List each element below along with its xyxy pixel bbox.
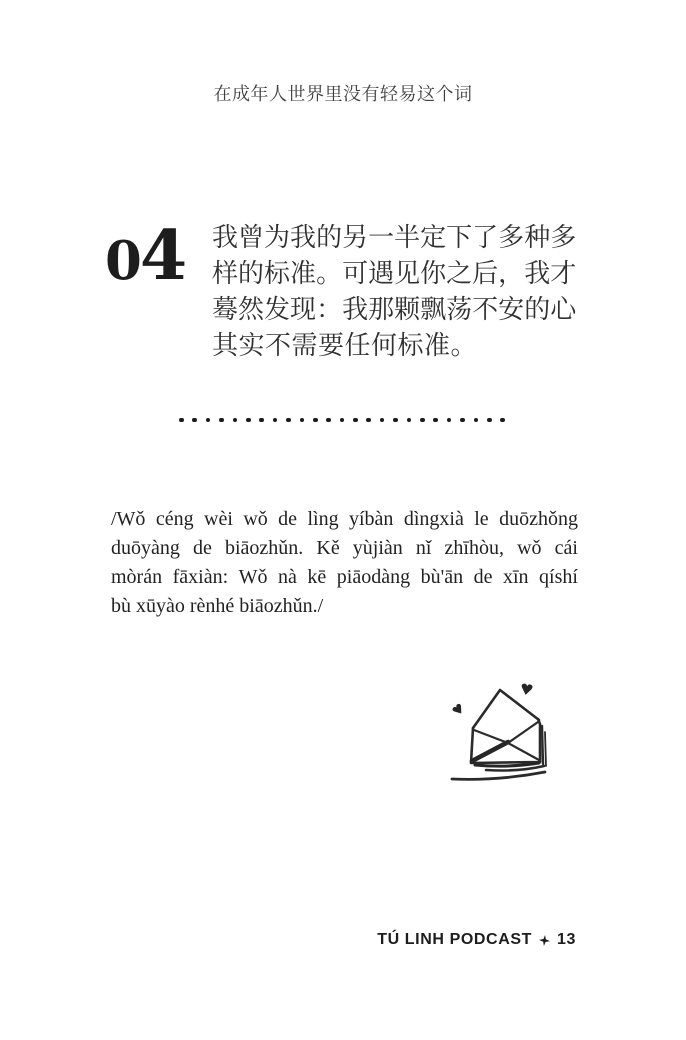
- chinese-quote-line: 蓦 然 发 现 ： 我 那 颗 飘 荡 不 安 的 心: [212, 295, 577, 324]
- chapter-number: [105, 216, 186, 296]
- sparkle-icon: [538, 933, 550, 947]
- separator-dot: [273, 418, 278, 423]
- envelope-illustration: [438, 668, 560, 792]
- pinyin-quote-line: duōyàng de biāozhǔn. Kě yùjiàn nǐ zhīhòu, wǒ cái: [111, 537, 578, 559]
- separator-dot: [366, 418, 371, 423]
- pinyin-quote-line: mòrán fāxiàn: Wǒ nà kē piāodàng bù'ān de xīn qíshí: [111, 566, 578, 588]
- separator-dot: [219, 418, 224, 423]
- separator-dot: [340, 418, 345, 423]
- separator-dot: [246, 418, 251, 423]
- heart-icon: [452, 703, 465, 717]
- footer-brand: TÚ LINH PODCAST: [377, 931, 532, 948]
- pinyin-quote: [111, 505, 578, 621]
- separator-dot: [460, 418, 465, 423]
- separator-dot: [447, 418, 452, 423]
- separator-dot: [393, 418, 398, 423]
- page-footer: [377, 931, 576, 949]
- separator-dot: [433, 418, 438, 423]
- separator-dot: [179, 418, 184, 423]
- separator-dot: [474, 418, 479, 423]
- chapter-number-digit: 0: [105, 230, 140, 292]
- running-head: 在成年人世界里没有轻易这个词: [213, 84, 473, 104]
- separator-dot: [380, 418, 385, 423]
- separator-dot: [233, 418, 238, 423]
- separator-dot: [420, 418, 425, 423]
- separator-dot: [353, 418, 358, 423]
- separator-dot: [407, 418, 412, 423]
- separator-dot: [313, 418, 318, 423]
- dotted-separator: [179, 417, 505, 423]
- separator-dot: [326, 418, 331, 423]
- separator-dot: [259, 418, 264, 423]
- open-envelope-icon: [438, 668, 560, 792]
- chinese-quote-line: 样 的 标 准 。 可 遇 见 你 之 后 ， 我 才: [212, 259, 577, 288]
- chinese-quote-line: 我 曾 为 我 的 另 一 半 定 下 了 多 种 多: [212, 223, 577, 252]
- footer-page-number: 13: [557, 931, 576, 948]
- separator-dot: [300, 418, 305, 423]
- pinyin-quote-line: bù xūyào rènhé biāozhǔn./: [111, 595, 324, 617]
- pinyin-quote-line: /Wǒ céng wèi wǒ de lìng yíbàn dìngxià le duōzhǒng: [111, 508, 578, 530]
- separator-dot: [286, 418, 291, 423]
- separator-dot: [206, 418, 211, 423]
- chinese-quote: [212, 220, 577, 364]
- separator-dot: [500, 418, 505, 423]
- separator-dot: [192, 418, 197, 423]
- chapter-number-digit: 4: [139, 216, 186, 296]
- chinese-quote-line: 其实不需要任何标准。: [212, 331, 478, 360]
- separator-dot: [487, 418, 492, 423]
- heart-icon: [520, 683, 533, 696]
